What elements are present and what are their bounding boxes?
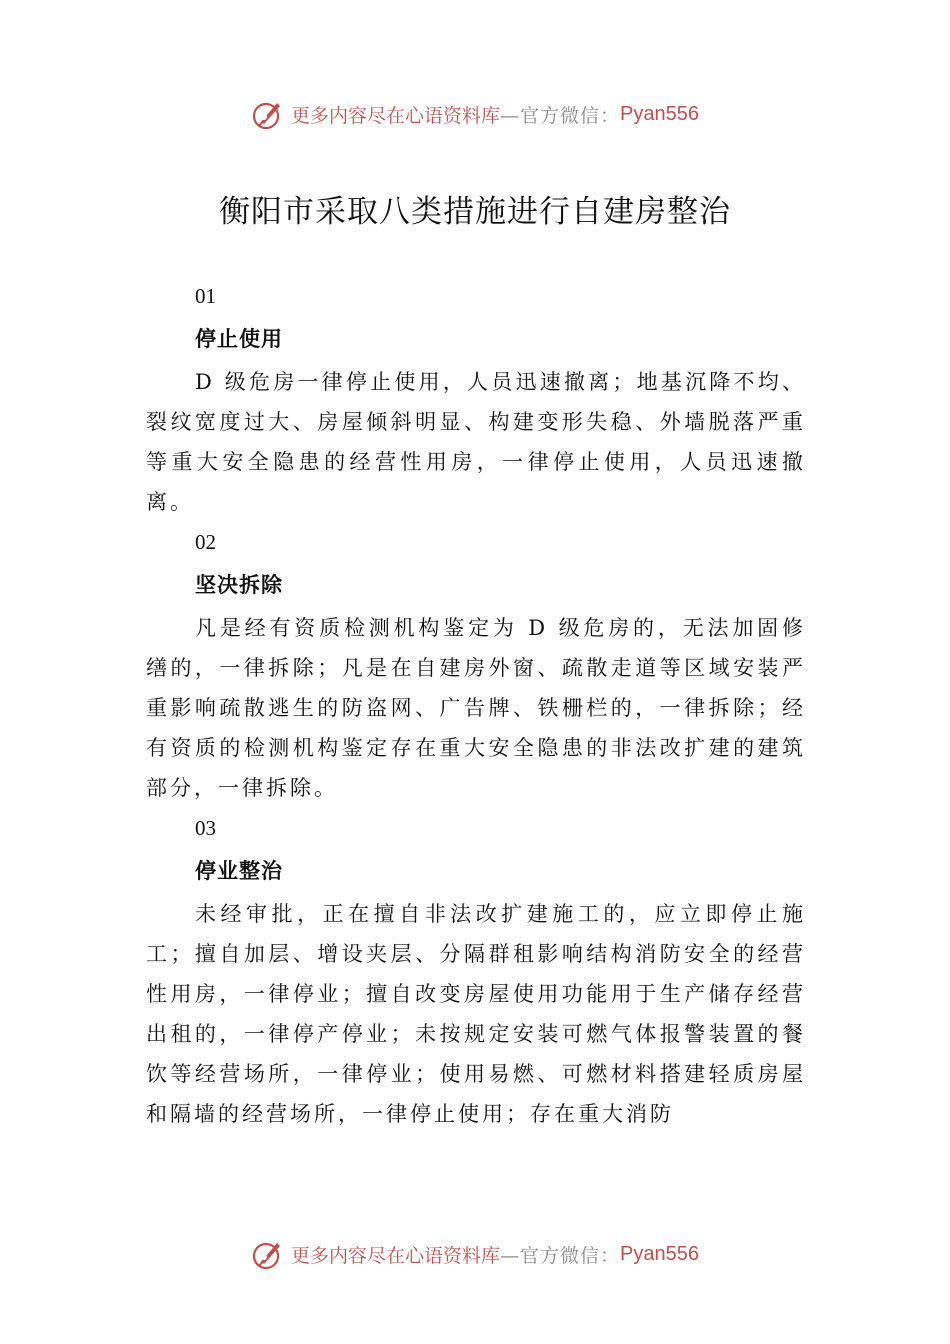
section-number: 02: [195, 530, 216, 554]
section-heading: 坚决拆除: [195, 573, 283, 597]
quill-pen-logo-icon: [251, 1237, 285, 1271]
section-02: [146, 522, 806, 808]
quill-pen-logo-icon: [251, 97, 285, 131]
header-banner: [0, 94, 950, 134]
banner-separator: —官方微信：: [500, 104, 621, 127]
section-heading: 停止使用: [195, 327, 283, 351]
footer-banner: [0, 1234, 950, 1274]
section-01: [146, 276, 806, 522]
page-title: 衡阳市采取八类措施进行自建房整治: [219, 194, 731, 230]
banner-separator: —官方微信：: [500, 1244, 621, 1267]
banner-text: 更多内容尽在心语资料库: [291, 104, 501, 127]
banner-wechat-id: Pyan556: [620, 1242, 699, 1265]
banner-text: 更多内容尽在心语资料库: [291, 1244, 501, 1267]
document-body: [146, 276, 806, 1134]
section-number: 03: [195, 816, 216, 840]
section-paragraph: D 级危房一律停止使用，人员迅速撤离；地基沉降不均、裂纹宽度过大、房屋倾斜明显、构建变形失稳、外墙脱落严重等重大安全隐患的经营性用房，一律停止使用，人员迅速撤离。: [146, 370, 806, 514]
section-number: 01: [195, 284, 216, 308]
section-heading: 停业整治: [195, 859, 283, 883]
section-paragraph: 凡是经有资质检测机构鉴定为 D 级危房的，无法加固修缮的，一律拆除；凡是在自建房外窗、疏散走道等区域安装严重影响疏散逃生的防盗网、广告牌、铁栅栏的，一律拆除；经有资质的检测机构鉴定存在重大安全隐患的非法改扩建的建筑部分，一律拆除。: [146, 616, 806, 800]
section-paragraph: 未经审批，正在擅自非法改扩建施工的，应立即停止施工；擅自加层、增设夹层、分隔群租影响结构消防安全的经营性用房，一律停业；擅自改变房屋使用功能用于生产储存经营出租的，一律停产停业；未按规定安装可燃气体报警装置的餐饮等经营场所，一律停业；使用易燃、可燃材料搭建轻质房屋和隔墙的经营场所，一律停止使用；存在重大消防: [146, 902, 806, 1126]
banner-wechat-id: Pyan556: [620, 102, 699, 125]
section-03: [146, 808, 806, 1134]
